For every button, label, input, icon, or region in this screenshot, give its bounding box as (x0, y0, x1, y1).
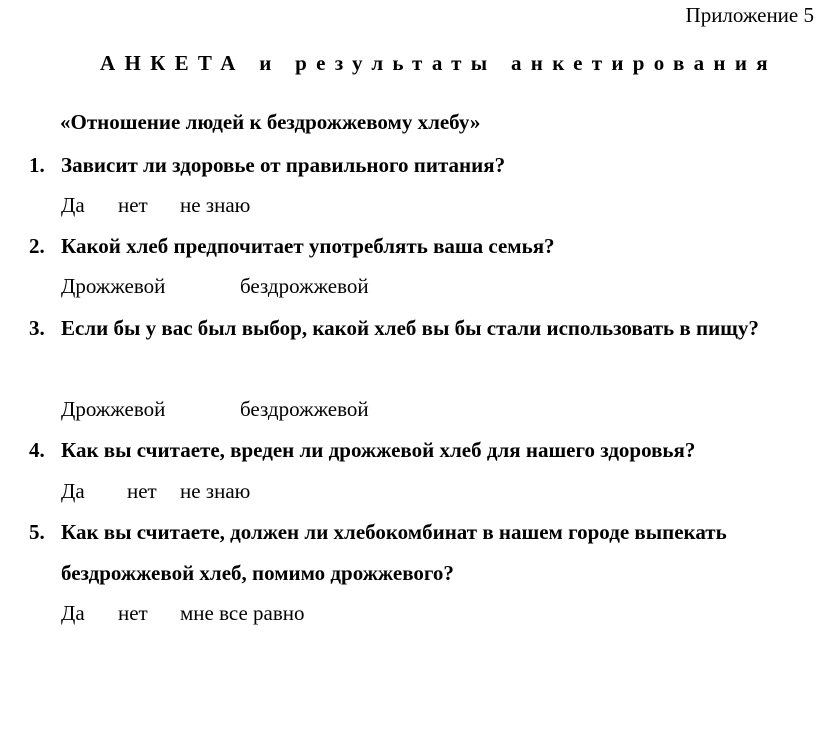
question-1-text: Зависит ли здоровье от правильного питания? (61, 153, 506, 177)
answer-option: Дрожжевой (61, 274, 166, 298)
answer-option: нет (118, 193, 148, 217)
question-4-number: 4. (29, 438, 45, 462)
page-title: АНКЕТА и результаты анкетирования (100, 51, 777, 75)
question-1-number: 1. (29, 153, 45, 177)
answer-option: Да (61, 601, 85, 625)
answer-option: мне все равно (180, 601, 305, 625)
answer-option: не знаю (180, 479, 251, 503)
answer-option: Да (61, 193, 85, 217)
question-2-number: 2. (29, 234, 45, 258)
answer-option: не знаю (180, 193, 251, 217)
survey-subtitle: «Отношение людей к бездрожжевому хлебу» (60, 110, 481, 134)
answer-option: нет (127, 479, 157, 503)
answer-option: нет (118, 601, 148, 625)
question-4-text: Как вы считаете, вреден ли дрожжевой хлеб для нашего здоровья? (61, 438, 696, 462)
question-5-text: Как вы считаете, должен ли хлебокомбинат в нашем городе выпекать бездрожжевой хлеб, помимо дрожжевого? (61, 520, 727, 585)
appendix-label: Приложение 5 (685, 3, 814, 27)
answer-option: бездрожжевой (240, 274, 369, 298)
answer-option: бездрожжевой (240, 397, 369, 421)
question-5-number: 5. (29, 520, 45, 544)
question-3-text: Если бы у вас был выбор, какой хлеб вы бы стали использовать в пищу? (61, 316, 759, 340)
answer-option: Дрожжевой (61, 397, 166, 421)
question-3-number: 3. (29, 316, 45, 340)
answer-option: Да (61, 479, 85, 503)
question-2-text: Какой хлеб предпочитает употреблять ваша семья? (61, 234, 555, 258)
